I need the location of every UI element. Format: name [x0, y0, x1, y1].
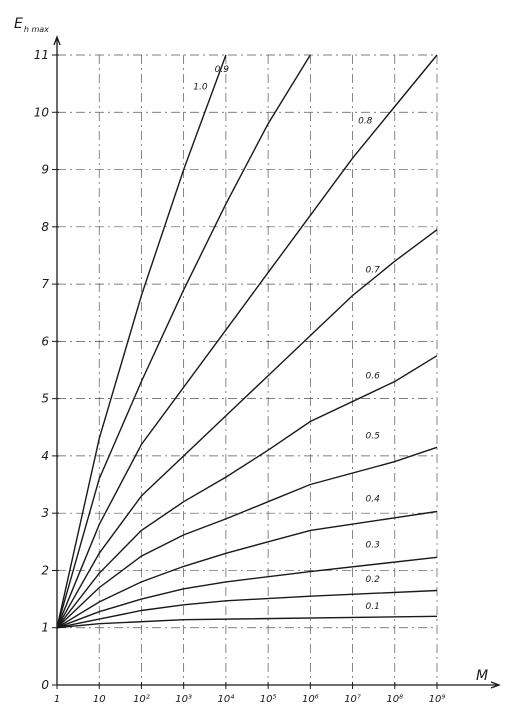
y-tick-label: 7 — [41, 277, 49, 292]
y-tick-label: 3 — [41, 506, 49, 521]
labels-layer — [193, 65, 380, 612]
x-tick-label: 10² — [133, 694, 150, 705]
curve-label-0-8: 0.8 — [358, 116, 373, 127]
curve-0-4 — [57, 512, 437, 628]
curve-0-1 — [57, 616, 437, 627]
curve-label-0-6: 0.6 — [365, 371, 380, 382]
y-tick-label: 10 — [33, 105, 49, 120]
x-axis-title: M — [476, 668, 489, 684]
axis-titles — [14, 16, 488, 684]
x-tick-label: 10³ — [175, 694, 193, 705]
y-axis-title-main: E — [14, 16, 23, 32]
x-tick-label: 10⁷ — [344, 694, 361, 705]
y-tick-label: 4 — [41, 448, 49, 463]
curve-label-0-5: 0.5 — [365, 431, 380, 442]
y-tick-label: 2 — [41, 563, 49, 578]
x-tick-label: 10 — [92, 694, 106, 705]
x-tick-label: 1 — [53, 694, 61, 705]
curve-0-7 — [57, 230, 437, 628]
y-axis-title — [14, 16, 49, 34]
x-tick-label: 10⁹ — [428, 694, 446, 705]
y-axis-title-sub: h max — [23, 25, 49, 34]
y-tick-label: 5 — [41, 391, 49, 406]
curve-0-2 — [57, 591, 437, 628]
y-tick-label: 0 — [41, 678, 49, 692]
y-tick-label: 1 — [41, 620, 49, 635]
x-tick-label: 10⁴ — [217, 694, 235, 705]
curve-label-0-4: 0.4 — [365, 494, 380, 505]
curve-label-0-7: 0.7 — [365, 265, 380, 276]
y-tick-label: 6 — [41, 334, 49, 349]
y-tick-label: 8 — [41, 219, 49, 234]
y-tick-label: 9 — [41, 162, 49, 177]
x-tick-label: 10⁵ — [259, 694, 277, 705]
curve-label-0-1: 0.1 — [365, 601, 380, 612]
curve-label-0-9: 0.9 — [214, 65, 229, 76]
x-tick-label: 10⁶ — [301, 694, 319, 705]
curve-0-5 — [57, 447, 437, 627]
x-tick-label: 10⁸ — [386, 694, 404, 705]
curve-label-1-0: 1.0 — [193, 82, 208, 93]
axes-layer — [34, 37, 499, 705]
y-tick-label: 11 — [33, 48, 49, 62]
curve-label-0-3: 0.3 — [365, 540, 380, 551]
curve-label-0-2: 0.2 — [365, 574, 380, 585]
grid-layer — [57, 55, 437, 685]
